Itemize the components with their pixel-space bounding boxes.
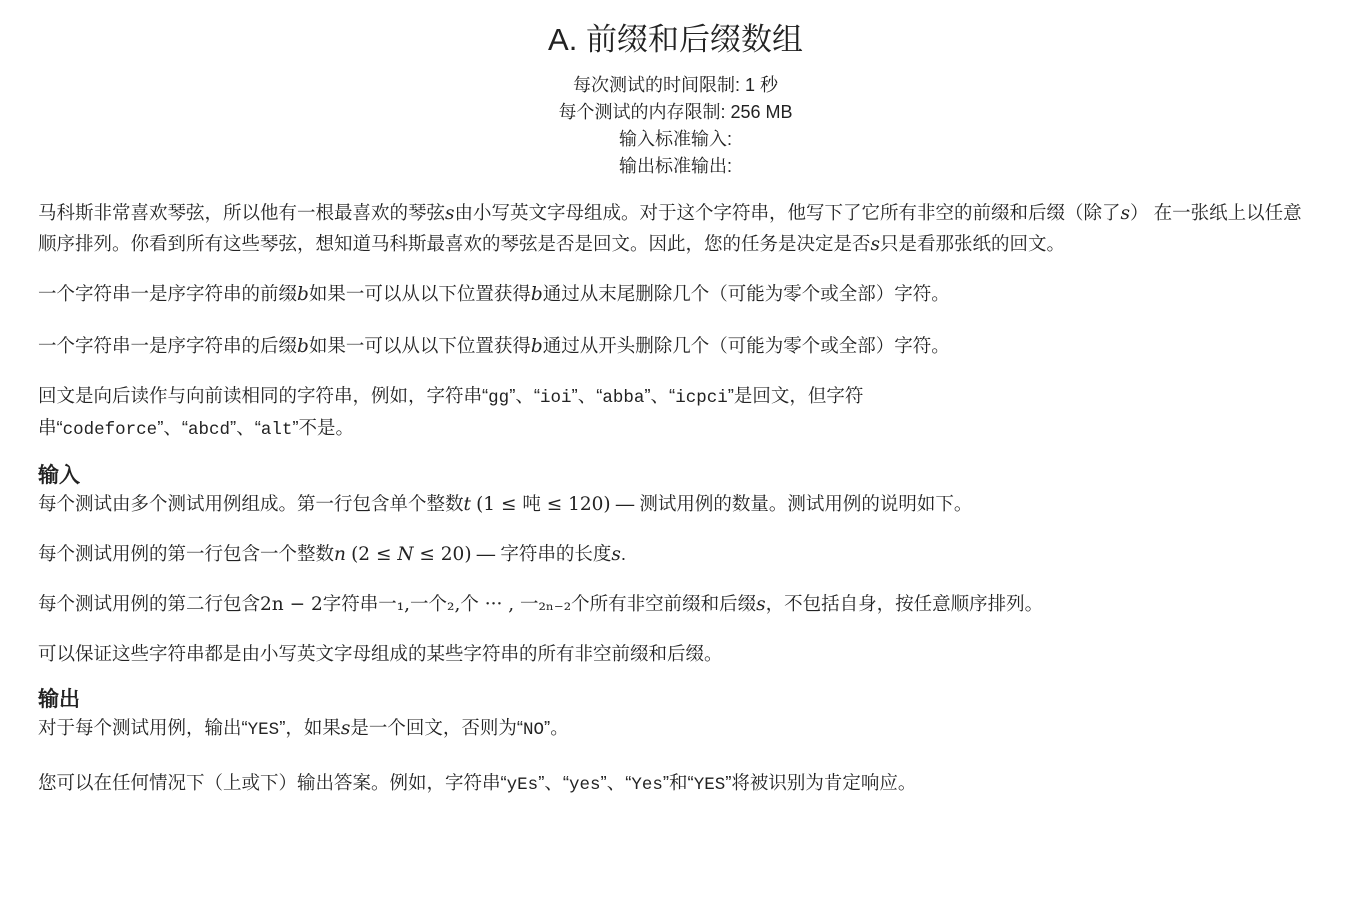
input-paragraph-2: 每个测试用例的第一行包含一个整数n (2 ≤ N ≤ 20) — 字符串的长度s.	[38, 543, 626, 565]
input-heading: 输入	[38, 464, 80, 487]
problem-title: A. 前缀和后缀数组	[548, 22, 803, 57]
input-paragraph-4: 可以保证这些字符串都是由小写英文字母组成的某些字符串的所有非空前缀和后缀。	[38, 643, 723, 664]
input-paragraph-3: 每个测试用例的第二行包含2n − 2字符串一₁,一个₂,个 ··· , 一₂ₙ₋₂个所有非空前缀和后缀s，不包括自身，按任意顺序排列。	[38, 593, 1044, 615]
input-paragraph-1: 每个测试由多个测试用例组成。第一行包含单个整数t (1 ≤ 吨 ≤ 120) — 测试用例的数量。测试用例的说明如下。	[38, 493, 973, 515]
input-spec: 输入标准输入:	[618, 129, 732, 149]
time-limit: 每次测试的时间限制: 1 秒	[572, 75, 778, 95]
output-heading: 输出	[38, 688, 80, 711]
output-paragraph-2: 您可以在任何情况下（上或下）输出答案。例如，字符串“yEs”、“yes”、“Yes”和“YES”将被识别为肯定响应。	[38, 772, 917, 795]
output-paragraph-1: 对于每个测试用例，输出“YES”，如果s是一个回文，否则为“NO”。	[38, 717, 569, 740]
palindrome-definition: 回文是向后读作与向前读相同的字符串，例如，字符串“gg”、“ioi”、“abba”、“icpci”是回文，但字符串“codeforce”、“abcd”、“alt”不是。	[38, 385, 864, 440]
output-spec: 输出标准输出:	[618, 156, 732, 176]
memory-limit: 每个测试的内存限制: 256 MB	[558, 102, 793, 122]
legend-paragraph-1: 马科斯非常喜欢琴弦，所以他有一根最喜欢的琴弦s由小写英文字母组成。对于这个字符串，他写下了它所有非空的前缀和后缀（除了s） 在一张纸上以任意顺序排列。你看到所有这些琴弦，想知道马科斯最喜欢的琴弦是否是回文。因此，您的任务是决定是否s只是看那张纸的回文。	[38, 202, 1302, 255]
prefix-definition: 一个字符串一是序字符串的前缀b如果一可以从以下位置获得b通过从末尾删除几个（可能为零个或全部）字符。	[38, 283, 950, 305]
suffix-definition: 一个字符串一是序字符串的后缀b如果一可以从以下位置获得b通过从开头删除几个（可能为零个或全部）字符。	[38, 335, 950, 357]
